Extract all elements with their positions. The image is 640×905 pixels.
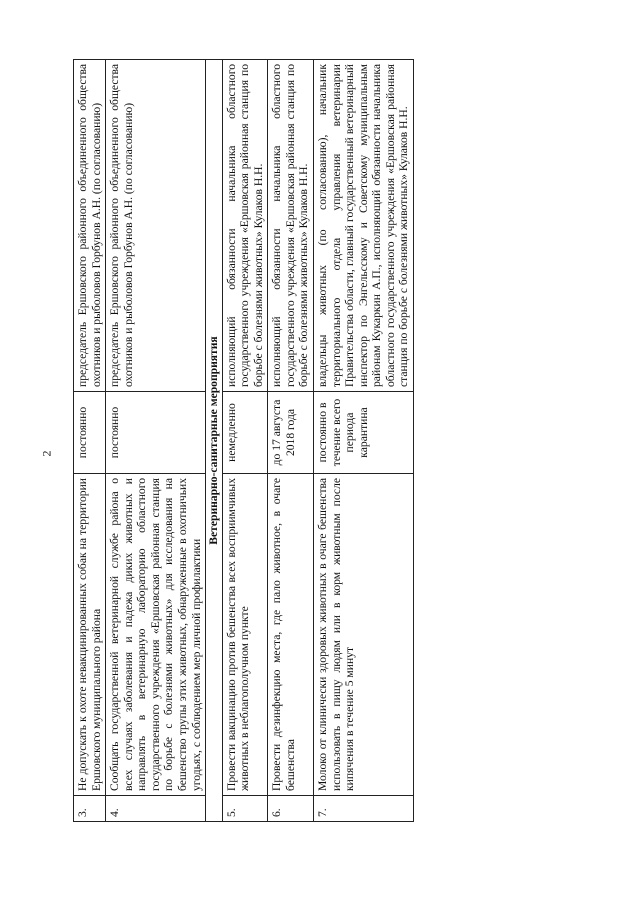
row-number: 3. xyxy=(74,796,106,822)
measures-table xyxy=(73,59,414,822)
action-cell: Провести вакцинацию против бешенства всех восприимчивых животных в неблагополучном пункте xyxy=(222,474,268,796)
term-cell: постоянно в течение всего периода карантина xyxy=(314,392,414,474)
table-row xyxy=(268,60,314,822)
table-row xyxy=(222,60,268,822)
row-number: 7. xyxy=(314,796,414,822)
action-cell: Не допускать к охоте невакцинированных собак на территории Ершовского муниципального района xyxy=(74,474,106,796)
responsible-cell: исполняющий обязанности начальника областного государственного учреждения «Ершовская районная станция по борьбе с болезнями животных» Кулаков Н.Н. xyxy=(222,60,268,392)
page-number: 2 xyxy=(39,450,54,457)
responsible-cell: владельцы животных (по согласованию), начальник территориального отдела управления ветеринарии Правительства области, главный государственный ветеринарный инспектор по Энгельсскому и Советскому муниципальным районам Кукаркин А.П., исполняющий обязанности начальника областного государственного учреждения «Ершовская районная станция по борьбе с болезнями животных» Кулаков Н.Н. xyxy=(314,60,414,392)
action-cell: Молоко от клинически здоровых животных в очаге бешенства использовать в пищу людям или в корм животным после кипячения в течение 5 минут xyxy=(314,474,414,796)
term-cell: до 17 августа 2018 года xyxy=(268,392,314,474)
term-cell: постоянно xyxy=(74,392,106,474)
section-title: Ветеринарно-санитарные мероприятия xyxy=(206,60,223,822)
responsible-cell: председатель Ершовского районного объединенного общества охотников и рыболовов Горбунов А.Н. (по согласованию) xyxy=(74,60,106,392)
responsible-cell: председатель Ершовского районного объединенного общества охотников и рыболовов Горбунов А.Н. (по согласованию) xyxy=(106,60,206,392)
row-number: 4. xyxy=(106,796,206,822)
responsible-cell: исполняющий обязанности начальника областного государственного учреждения «Ершовская районная станция по борьбе с болезнями животных» Кулаков Н.Н. xyxy=(268,60,314,392)
table-row xyxy=(106,60,206,822)
term-cell: постоянно xyxy=(106,392,206,474)
row-number: 6. xyxy=(268,796,314,822)
term-cell: немедленно xyxy=(222,392,268,474)
row-number: 5. xyxy=(222,796,268,822)
action-cell: Провести дезинфекцию места, где пало животное, в очаге бешенства xyxy=(268,474,314,796)
section-header-row xyxy=(206,60,223,822)
action-cell: Сообщать государственной ветеринарной службе района о всех случаях заболевания и падежа диких животных и направлять в ветеринарную лабораторию областного государственного учреждения «Ершовская районная станция по борьбе с болезнями животных» для исследования на бешенство трупы этих животных, обнаруженные в охотничьих угодьях, с соблюдением мер личной профилактики xyxy=(106,474,206,796)
table-row xyxy=(314,60,414,822)
table-row xyxy=(74,60,106,822)
rotated-table-wrapper xyxy=(73,60,601,822)
